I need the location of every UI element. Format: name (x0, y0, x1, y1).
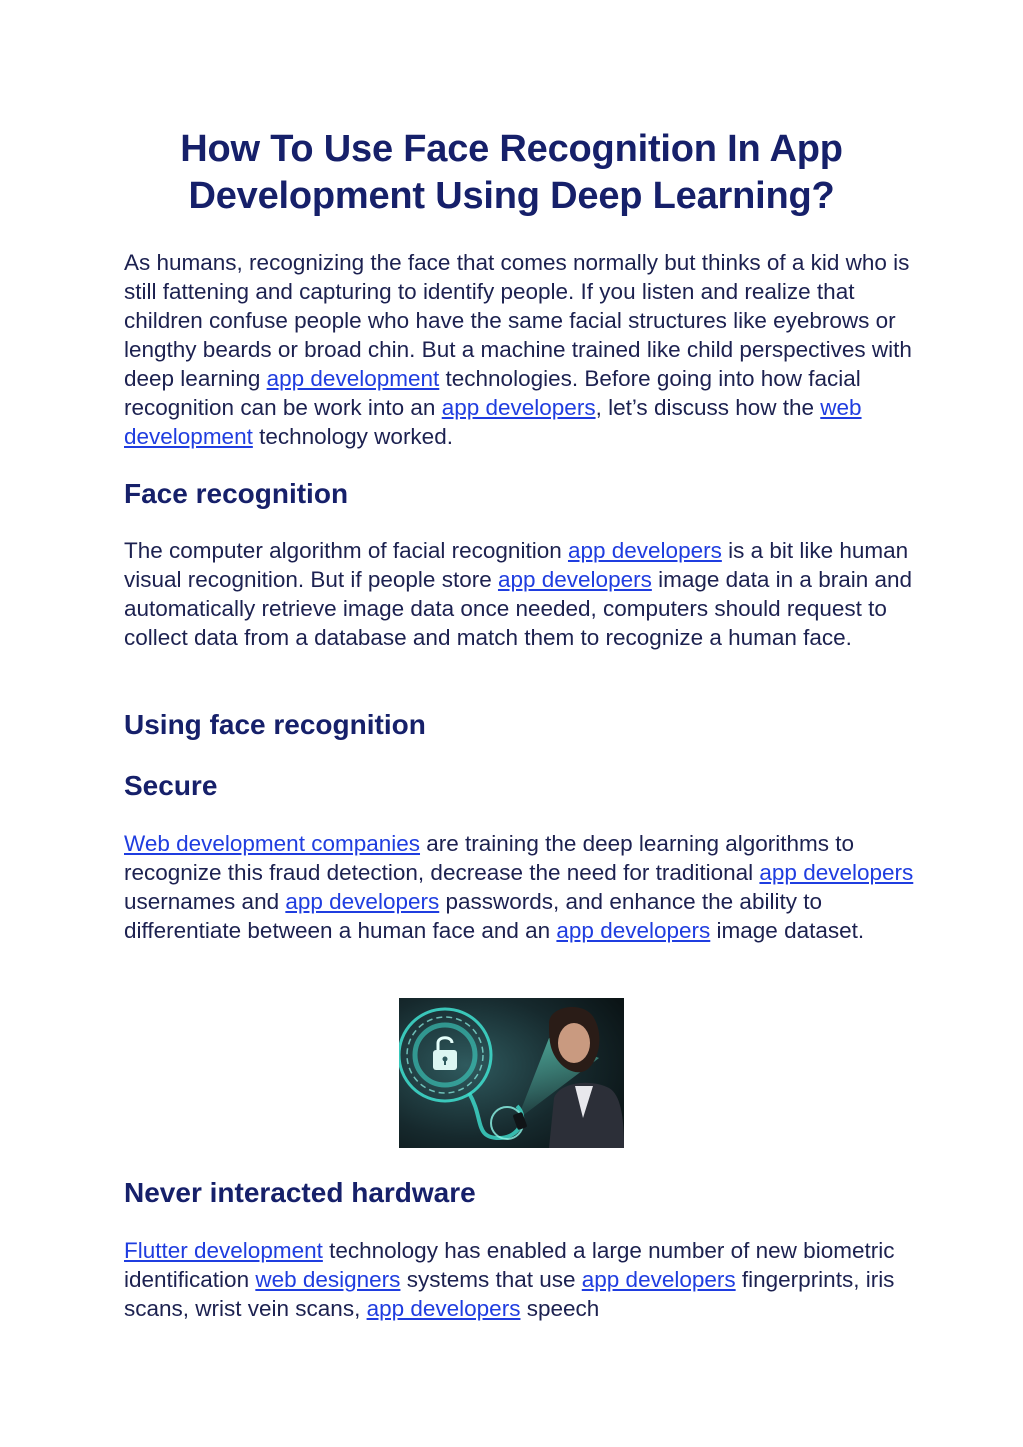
secure-paragraph (124, 829, 914, 945)
intro-text-4: technology worked. (252, 424, 453, 449)
hardware-text-3: fingerprints, iris scans, wrist vein scans, (124, 1267, 895, 1321)
hardware-text-4: speech (520, 1296, 600, 1321)
app-developers-link[interactable]: app developers (567, 538, 722, 563)
app-developers-link[interactable]: app developers (497, 567, 652, 592)
intro-text-2: technologies. Before going into how facial recognition can be work into an (124, 366, 861, 420)
app-developers-link[interactable]: app developers (556, 918, 711, 943)
page-title (100, 126, 923, 220)
web-development-companies-link[interactable]: Web development companies (124, 831, 421, 856)
web-designers-link[interactable]: web designers (255, 1267, 401, 1292)
page-title-line-1: How To Use Face Recognition In App (180, 128, 843, 170)
hardware-paragraph (124, 1236, 914, 1323)
hardware-text-1: technology has enabled a large number of new biometric identification (124, 1238, 895, 1292)
face-recognition-image (399, 998, 624, 1148)
app-developers-link[interactable]: app developers (759, 860, 914, 885)
face-recognition-paragraph (124, 536, 914, 652)
intro-paragraph (124, 248, 914, 451)
secure-text-2: usernames and (124, 889, 286, 914)
face-text-2: is a bit like human visual recognition. But if people store (124, 538, 909, 592)
heading-using-face-recognition: Using face recognition (124, 709, 426, 740)
secure-text-4: image dataset. (710, 918, 865, 943)
app-developers-link[interactable]: app developers (366, 1296, 521, 1321)
page-title-line-2: Development Using Deep Learning? (188, 175, 835, 217)
app-developers-link[interactable]: app developers (441, 395, 596, 420)
face-text-1: The computer algorithm of facial recognition (124, 538, 568, 563)
heading-face-recognition: Face recognition (124, 478, 349, 509)
flutter-development-link[interactable]: Flutter development (124, 1238, 323, 1263)
intro-text-1: As humans, recognizing the face that comes normally but thinks of a kid who is still fattening and capturing to identify people. If you listen and realize that children confuse people who have the same facial structures like eyebrows or lengthy beards or broad chin. But a machine trained like child perspectives with deep learning (124, 250, 912, 391)
app-developers-link[interactable]: app developers (285, 889, 440, 914)
heading-never-interacted-hardware: Never interacted hardware (124, 1177, 476, 1208)
intro-text-3: , let’s discuss how the (595, 395, 821, 420)
app-developers-link[interactable]: app developers (581, 1267, 736, 1292)
hardware-text-2: systems that use (400, 1267, 582, 1292)
secure-text-3: passwords, and enhance the ability to differentiate between a human face and an (124, 889, 822, 943)
app-development-link[interactable]: app development (266, 366, 440, 391)
secure-text-1: are training the deep learning algorithms to recognize this fraud detection, decrease the need for traditional (124, 831, 855, 885)
heading-secure: Secure (124, 770, 218, 801)
web-development-link[interactable]: web development (124, 395, 862, 449)
face-text-3: image data in a brain and automatically retrieve image data once needed, computers should request to collect data from a database and match them to recognize a human face. (124, 567, 913, 650)
